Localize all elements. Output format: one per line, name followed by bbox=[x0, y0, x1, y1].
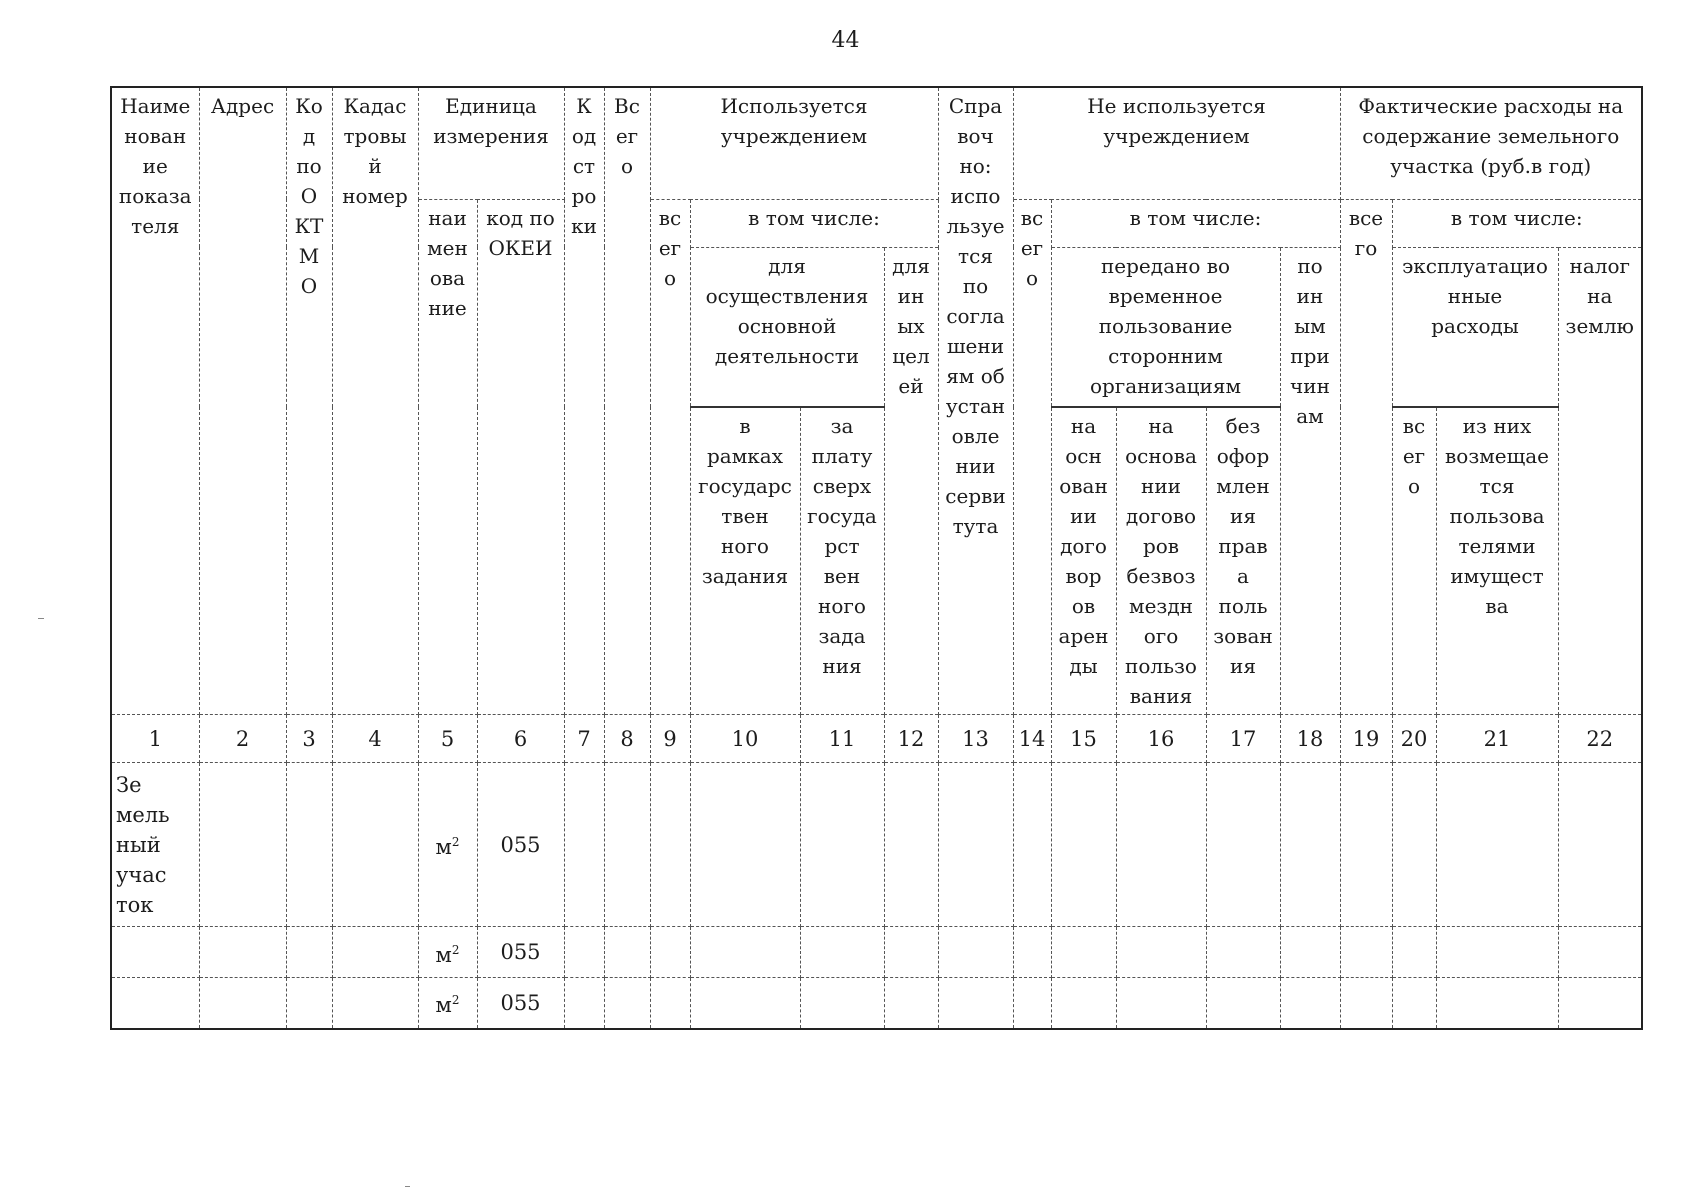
page-number: 44 bbox=[831, 28, 860, 53]
row-cell bbox=[884, 927, 938, 978]
row-cell bbox=[690, 978, 800, 1029]
row-cell bbox=[1340, 978, 1392, 1029]
row-cell bbox=[332, 978, 418, 1029]
row-cell bbox=[1436, 927, 1558, 978]
row-cell bbox=[199, 763, 286, 927]
column-number: 10 bbox=[690, 715, 800, 763]
column-number: 15 bbox=[1051, 715, 1116, 763]
row-cell bbox=[564, 763, 604, 927]
column-number: 13 bbox=[938, 715, 1013, 763]
column-number: 3 bbox=[286, 715, 332, 763]
header-main-activity: для осуществления основной деятельности bbox=[690, 247, 884, 407]
header-expenses-including: в том числе: bbox=[1392, 199, 1642, 247]
row-cell bbox=[1116, 978, 1206, 1029]
row-cell bbox=[1558, 927, 1642, 978]
column-number: 5 bbox=[418, 715, 477, 763]
row-cell bbox=[1051, 763, 1116, 927]
header-other-purposes: для ин ых цел ей bbox=[884, 247, 938, 715]
column-number: 14 bbox=[1013, 715, 1051, 763]
row-cell bbox=[1340, 927, 1392, 978]
column-number: 2 bbox=[199, 715, 286, 763]
column-number: 7 bbox=[564, 715, 604, 763]
header-lease: на осн ован ии дого вор ов арен ды bbox=[1051, 407, 1116, 715]
header-used-including: в том числе: bbox=[690, 199, 938, 247]
column-number: 19 bbox=[1340, 715, 1392, 763]
row-cell bbox=[286, 763, 332, 927]
scan-mark bbox=[38, 618, 44, 619]
header-not-used: Не используется учреждением bbox=[1013, 87, 1340, 199]
column-number: 4 bbox=[332, 715, 418, 763]
header-row-code: К од ст ро ки bbox=[564, 87, 604, 715]
column-number: 22 bbox=[1558, 715, 1642, 763]
header-not-used-total: вс ег о bbox=[1013, 199, 1051, 715]
row-okei: 055 bbox=[477, 978, 564, 1029]
column-number: 11 bbox=[800, 715, 884, 763]
column-number: 1 bbox=[111, 715, 199, 763]
row-cell bbox=[199, 978, 286, 1029]
row-cell bbox=[1206, 978, 1280, 1029]
row-cell bbox=[1013, 927, 1051, 978]
column-number: 18 bbox=[1280, 715, 1340, 763]
header-unit: Единица измерения bbox=[418, 87, 564, 199]
header-reimbursed: из них возмещае тся пользова телями имущест ва bbox=[1436, 407, 1558, 715]
header-no-rights: без офор млен ия прав а поль зован ия bbox=[1206, 407, 1280, 715]
row-cell bbox=[1436, 978, 1558, 1029]
row-cell bbox=[1013, 978, 1051, 1029]
table-row bbox=[111, 927, 1642, 978]
row-cell bbox=[604, 927, 650, 978]
header-other-reasons: по ин ым при чин ам bbox=[1280, 247, 1340, 715]
header-servitude-reference: Спра воч но: испо льзуе тся по согла шени ям об устан овле нии серви тута bbox=[938, 87, 1013, 715]
row-cell bbox=[1392, 927, 1436, 978]
header-cadastral-number: Кадас тровы й номер bbox=[332, 87, 418, 715]
row-indicator-name bbox=[111, 927, 199, 978]
column-number: 21 bbox=[1436, 715, 1558, 763]
header-expenses-total: все го bbox=[1340, 199, 1392, 715]
column-number: 9 bbox=[650, 715, 690, 763]
row-cell bbox=[1558, 978, 1642, 1029]
row-cell bbox=[564, 927, 604, 978]
column-number: 6 bbox=[477, 715, 564, 763]
header-above-state-task: за плату сверх госуда рст вен ного зада ния bbox=[800, 407, 884, 715]
row-cell bbox=[564, 978, 604, 1029]
column-number-row bbox=[111, 715, 1642, 763]
row-cell bbox=[800, 763, 884, 927]
row-cell bbox=[800, 978, 884, 1029]
header-unit-name: наи мен ова ние bbox=[418, 199, 477, 715]
row-okei: 055 bbox=[477, 927, 564, 978]
row-cell bbox=[1280, 763, 1340, 927]
row-okei: 055 bbox=[477, 763, 564, 927]
header-not-used-including: в том числе: bbox=[1051, 199, 1340, 247]
header-free-use: на основа нии догово ров безвоз мездн ого пользо вания bbox=[1116, 407, 1206, 715]
row-cell bbox=[800, 927, 884, 978]
row-cell bbox=[286, 978, 332, 1029]
row-cell bbox=[690, 927, 800, 978]
row-cell bbox=[1436, 763, 1558, 927]
header-used: Используется учреждением bbox=[650, 87, 938, 199]
row-cell bbox=[650, 763, 690, 927]
header-state-task: в рамках государс твен ного задания bbox=[690, 407, 800, 715]
row-unit: $м^2$ bbox=[418, 978, 477, 1029]
row-cell bbox=[1013, 763, 1051, 927]
row-indicator-name: Зе мель ный учас ток bbox=[111, 763, 199, 927]
row-cell bbox=[1206, 927, 1280, 978]
header-transferred: передано во временное пользование сторонним организациям bbox=[1051, 247, 1280, 407]
header-indicator-name: Наиме нован ие показа теля bbox=[111, 87, 199, 715]
table-row bbox=[111, 978, 1642, 1029]
header-operating-expenses: эксплуатацио нные расходы bbox=[1392, 247, 1558, 407]
row-cell bbox=[604, 763, 650, 927]
column-number: 8 bbox=[604, 715, 650, 763]
header-address: Адрес bbox=[199, 87, 286, 715]
row-cell bbox=[1392, 978, 1436, 1029]
row-cell bbox=[690, 763, 800, 927]
row-cell bbox=[1280, 927, 1340, 978]
land-plot-form-table bbox=[110, 86, 1643, 1030]
row-unit: $м^2$ bbox=[418, 927, 477, 978]
row-cell bbox=[199, 927, 286, 978]
row-cell bbox=[938, 763, 1013, 927]
row-cell bbox=[650, 978, 690, 1029]
header-used-total: вс ег о bbox=[650, 199, 690, 715]
header-operating-total: вс ег о bbox=[1392, 407, 1436, 715]
header-row-1 bbox=[111, 87, 1642, 199]
column-number: 20 bbox=[1392, 715, 1436, 763]
table-row bbox=[111, 763, 1642, 927]
row-cell bbox=[1340, 763, 1392, 927]
row-cell bbox=[1206, 763, 1280, 927]
header-total: Вс ег о bbox=[604, 87, 650, 715]
column-number: 17 bbox=[1206, 715, 1280, 763]
row-cell bbox=[1558, 763, 1642, 927]
row-cell bbox=[1392, 763, 1436, 927]
row-cell bbox=[1280, 978, 1340, 1029]
row-cell bbox=[1051, 927, 1116, 978]
header-expenses: Фактические расходы на содержание земельного участка (руб.в год) bbox=[1340, 87, 1642, 199]
row-indicator-name bbox=[111, 978, 199, 1029]
row-cell bbox=[286, 927, 332, 978]
header-land-tax: налог на землю bbox=[1558, 247, 1642, 715]
row-cell bbox=[650, 927, 690, 978]
column-number: 16 bbox=[1116, 715, 1206, 763]
row-unit: $м^2$ bbox=[418, 763, 477, 927]
row-cell bbox=[1116, 763, 1206, 927]
row-cell bbox=[604, 978, 650, 1029]
row-cell bbox=[884, 763, 938, 927]
row-cell bbox=[884, 978, 938, 1029]
header-oktmo: Ко д по О КТ М О bbox=[286, 87, 332, 715]
row-cell bbox=[938, 927, 1013, 978]
row-cell bbox=[332, 927, 418, 978]
scan-mark bbox=[405, 1186, 410, 1187]
row-cell bbox=[1051, 978, 1116, 1029]
row-cell bbox=[1116, 927, 1206, 978]
column-number: 12 bbox=[884, 715, 938, 763]
row-cell bbox=[332, 763, 418, 927]
row-cell bbox=[938, 978, 1013, 1029]
header-okei-code: код по ОКЕИ bbox=[477, 199, 564, 715]
